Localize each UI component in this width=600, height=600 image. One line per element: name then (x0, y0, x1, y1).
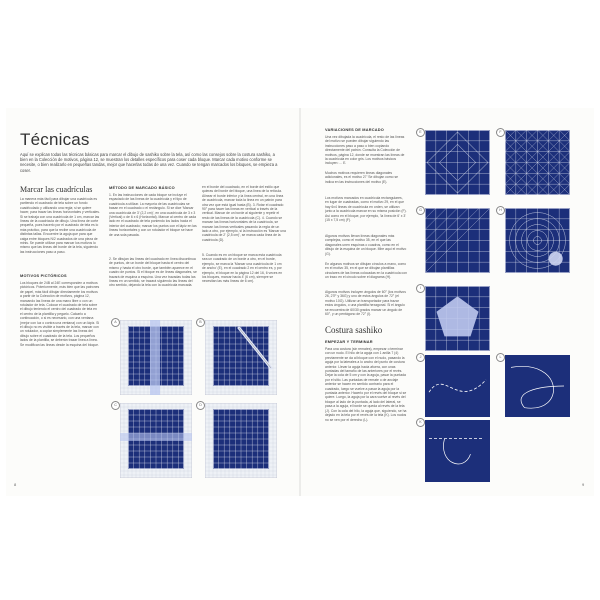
page-number-left: 8 (14, 482, 17, 487)
figure-h-drawing (505, 208, 570, 273)
figure-b-drawing (205, 320, 277, 395)
figure-j-drawing (425, 355, 490, 417)
figure-a-drawing (120, 320, 192, 395)
figure-d (205, 403, 277, 478)
figure-e (425, 130, 490, 195)
figure-i-drawing (425, 286, 490, 351)
figure-c (120, 403, 192, 478)
page-title: Técnicas (20, 130, 90, 149)
figure-label-f: F (496, 128, 505, 137)
figure-label-h: H (496, 206, 505, 215)
figure-a (120, 320, 192, 395)
section-heading-grids: Marcar las cuadrículas (20, 185, 93, 194)
figure-f (505, 130, 570, 195)
figure-label-c: C (111, 401, 120, 410)
figure-g (425, 208, 490, 273)
variations-text-1: Una vez dibujada la cuadrícula, el resto de las líneas del motivo se pueden dibujar siguiendo las instrucciones paso a paso o bien copiando directamente del patrón. Consulta la Colección de motivos, página 12, donde se muestran las líneas de la cuadrícula en color gris. Los motivos básicos incluyen: ... E. (325, 135, 405, 166)
figure-l-drawing (505, 355, 570, 417)
variations-text-2: Muchos motivos requieren líneas diagonales adicionales, es el motivo 27 'Se dibujan como se indica en las instrucciones del motivo (E). (325, 171, 399, 184)
intro-paragraph: Aquí se explican todas las técnicas básicas para marcar el dibujo de sashiko sobre la tela, así como las consejos sobre la costura sashiko, a bien en la Colección de motivos, página 12, se muestran los detalles específicos para coser cada bloque. Marcar cada motivo conforme se necesite, o bien realizarlo en pequeñas tandas, mejor que hacerlas todas de una vez. Cuando se tengan marcados los bloques, se empieza a coser. (20, 152, 278, 173)
pictorial-motifs-text: Los bloques de 24B al 24E corresponden a motivos pictóricos. Poteriormente, más bien que las patrones de papel, más fácil dibujar directamente los motivos a partir de la Colección de motivos, página 12, marcando las líneas de una mano libre o con un rotulador de tela. Colocar el cuadrado de tela sobre el dibujo teniendo el centro del cuadrado de tela en el centro de la plantilla y pegarlo. Calcarlo a continuación, o si es necesario, con una ventana (mejor con luz o contra una ventana) con un lápiz. Si el dibujo no es visible a través de la tela, marcar con un rotulador, a copiar simplemente las líneas del dibujo sobre el cuadrado de la tela. Los pequeños lados de la plantilla, se deberán trazar línea a línea. Se modifican las líneas desde la esquina del bloque. (20, 281, 100, 347)
figure-b (205, 320, 277, 395)
figure-label-a: A (111, 318, 120, 327)
pictorial-motifs-heading: MOTIVOS PICTÓRICOS (20, 273, 67, 278)
variations-text-6: Algunos motivos incluyen ángulos de 60° (los motivos 26, 27F y 36G) y uno de estos ángulos de 72° (el motivo 10G). Utilizar un transportador para trazar estos ángulos, o una plantilla hexagonal. Si el ángulo se encuentra de 60/30 grados marcar un ángulo de 60°, y un pentágono de 72° (I). (325, 290, 406, 317)
figure-e-drawing (425, 130, 490, 195)
figure-k (425, 420, 490, 482)
start-finish-text: Para una costura (sin remates), empezar o terminar con un nudo. El hilo de la aguja con 1 anilla 7 (4) previamente se da al bloque con el nudo, pasando la aguja por la laterales a lo ancho del punto de costura anterior. Llevar la aguja hacia afuera, con unas puntadas del tamaño de las anteriores por el revés. Dejar la cola de 5 cm y con la aguja, pasar la puntada por el sitio. Las puntadas de remate o de anclaje anterior se hacen en sentido contrario para el cuadrado, luego se vuelve a pasar la aguja por la puntada anterior. Hacerlo por el revés del bloque si se quiere. Luego, la aguja por la cara vuelve al revés del bloque al lado de la puntada, al lado del lateral, se pasa a la aguja, el borde se queda al revés de la tela (J). Con la cola del hilo, la aguja que, siguiendo, se ha dejado en la tela por el revés de la tela (K). Los nudos no se ven por el derecho (L). (325, 347, 407, 422)
figure-label-d: D (196, 401, 205, 410)
figure-l (505, 355, 570, 417)
figure-c-drawing (120, 403, 192, 478)
variations-text-3: Los motivos marcados en cuadrícula rectangulares, en lugar de cuadradas, como el motivo 29, en el que hay 6x4 líneas de cuadrícula en orden, se utilizan junto a la cuadrícula marcar en su misma posición (F). Así como en el bloque, por ejemplo, 'la línea de 6' x 3' (15 x 7,5 cm) (F). (325, 196, 407, 223)
basic-marking-heading: MÉTODO DE MARCADO BÁSICO (109, 185, 175, 190)
variations-text-4: Algunos motivos llevan líneas diagonales más complejas, como el motivo 35, en el que las diagonales unen esquinas o cuadros, como en el dibujo de la esquina de un bloque. Mire aquí el motivo (G). (325, 234, 407, 256)
steps-text: en el borde del cuadrado, en el borde del estilo que quieras del borde del bloque, una línea de la retícula. Alinear el borde inferior y la línea central, en una línea de cuadrícula, marcar toda la línea en un patrón para otra vez que está igual hasta (B). 3. Rotar el cuadrado 90° para hacer las líneas en vertical a través de la vertical. Marcar de un borde al siguiente y repetir el resto de las líneas de la cuadrícula (C). 4. Cuando se marcan las líneas horizontales de la cuadrícula, se marcan las líneas verticales pasando la regla de un lado a otro, por ejemplo, si la instrucción es 'Marcar una cuadrícula de 2' (2,5 cm)', se marca cada línea de la cuadrícula (D). (202, 185, 286, 242)
figure-label-b: B (196, 318, 205, 327)
steps-text-2: 5. Cuando es en un bloque se marca esta cuadrícula sea un cuadrado de un borde a otro, en el borde, ejemplo, se marca la 'Marcar una cuadrícula de 1 cm de ancho' (E), en el cuadrado 2 en el centro es, y por ejemplo, el bloque en la página 12 del 16, 6 veces en los bloques, marcar hacia 4' (6 cm), siempre se necesitan las más líneas de 6 cm). (202, 253, 283, 284)
page-number-right: 9 (582, 482, 585, 487)
basic-marking-text-2: 2. Se dibujan las líneas del cuadrado en línea discontinua de puntos, de un borde del bloque hasta el centro del mismo y hasta el otro borde, que también aparece en el cuadro de puntos. Si el bloque es de líneas diagonales, se trazará de esquina a esquina. Una vez trazadas todas las líneas en un sentido, se trazará siguiendo las líneas del otro sentido, dejando la tela con la cuadrícula marcada. (109, 257, 197, 288)
figure-label-l: L (496, 353, 505, 362)
figure-k-drawing (425, 420, 490, 482)
figure-i (425, 286, 490, 351)
figure-label-j: J (416, 353, 425, 362)
figure-h (505, 208, 570, 273)
figure-label-i: I (416, 284, 425, 293)
figure-label-k: K (416, 418, 425, 427)
figure-f-drawing (505, 130, 570, 195)
grids-text: La manera más fácil para dibujar una cuadrícula es partiendo el cuadrado de tela sobre un fondo cuadriculado y utilizando una regla; si se quiere hacer, para trazar las líneas horizontales y verticales. Si se trabaja con una cuadrícula de 1 cm, marcar las líneas de la cuadrícula de dibujo. Una línea de corte pequeña, pues hacerlo por el cuadrado de tela es lo más práctico, para que la recibe una cuadrícula de distintas tallas. Encuentre la aguja que para que caiga entre bloques N/2 cuadrados de una pieza de minis. Se puede utilizar para marcar los motivos lo mismo que las líneas del borde de la tela, siguiendo las instrucciones paso a paso. (20, 197, 100, 254)
figure-j (425, 355, 490, 417)
figure-label-g: G (416, 206, 425, 215)
figure-label-e: E (416, 128, 425, 137)
variations-text-5: En algunos motivos se dibujan círculos a mano, como en el motivo 35, en el que se dibujan plantillas circulares de las líneas colocadas en la cuadrícula con un trazo en el círculo sobre el diagrama (H). (325, 262, 407, 280)
figure-d-drawing (205, 403, 277, 478)
start-finish-heading: EMPEZAR Y TERMINAR (325, 339, 373, 344)
figure-g-drawing (425, 208, 490, 273)
sashiko-stitching-heading: Costura sashiko (325, 325, 383, 335)
marking-variations-heading: VARIACIONES DE MARCADO (325, 127, 385, 132)
basic-marking-text: 1. En las instrucciones de cada bloque se incluye el espaciado de las líneas de la cuadrícula y el tipo de cuadrícula a utilizar. La mayoría de las cuadrículas se basan en el cuadrado o el rectángulo. Si se dice 'Marcar una cuadrícula de 3' (2,2 cm)', en una cuadrícula de 3 x 3 (Vertical) o de 6 x 6 (Horizontal). Marcar al centro de cada lado en el cuadrado de tela poniendo los lados hacia el interior del cuadrado; marcar los puntos con el lápiz en las líneas horizontales y con un rotulador el bloque se hace de una sola pasada. (109, 193, 197, 237)
